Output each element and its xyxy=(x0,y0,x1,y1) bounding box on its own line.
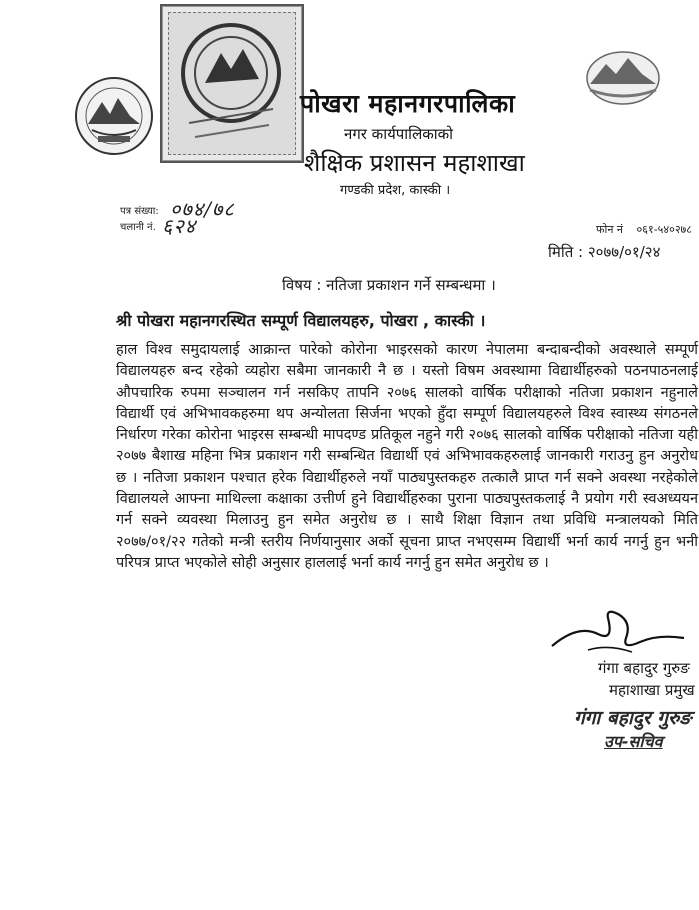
letter-addressee: श्री पोखरा महानगरस्थित सम्पूर्ण विद्यालयहरु, पोखरा , कास्की । xyxy=(116,311,486,330)
designation-stamp-text: उप-सचिव xyxy=(604,732,663,751)
handwritten-signature-image xyxy=(548,604,688,660)
phone-number: ०६१-५४०२७८ xyxy=(636,223,692,236)
letter-subject: विषय : नतिजा प्रकाशन गर्ने सम्बन्धमा । xyxy=(282,276,496,294)
department-name: शैक्षिक प्रशासन महाशाखा xyxy=(304,149,525,177)
phone-line xyxy=(596,222,692,237)
government-emblem-icon xyxy=(72,74,156,158)
phone-label: फोन नं xyxy=(596,223,624,236)
letter-date: मिति : २०७७/०१/२४ xyxy=(548,243,661,261)
patra-sankhya-label: पत्र संख्या: xyxy=(120,206,159,217)
patra-sankhya-value: ०७४/७८ xyxy=(170,197,235,221)
signatory-title: महाशाखा प्रमुख xyxy=(609,681,695,699)
chalani-value: ६२४ xyxy=(162,214,197,238)
municipality-logo-icon xyxy=(584,50,662,106)
name-stamp-text: गंगा बहादुर गुरुङ xyxy=(574,707,692,729)
letter-body: हाल विश्व समुदायलाई आक्रान्त पारेको कोरोना भाइरसको कारण नेपालमा बन्दाबन्दीको अवस्थाले सम्पूर्ण विद्यालयहरु बन्द रहेको व्यहोरा सबैमा जानकारी नै छ । यस्तो विषम अवस्थामा विद्यार्थीहरुको पठनपाठनलाई औपचारिक रुपमा सञ्चालन गर्न नसकिए तापनि २०७६ सालको वार्षिक परीक्षाको नतिजा प्रकाशन नहुनाले विद्यार्थी एवं अभिभावकहरुमा थप अन्योलता सिर्जना भएको हुँदा सम्पूर्ण विद्यालयहरुले विश्व स्वास्थ्य संगठनले निर्धारण गरेका कोरोना भाइरस सम्बन्धी मापदण्ड प्रतिकूल नहुने गरी २०७६ सालको वार्षिक परीक्षाको नतिजा यही २०७७ बैशाख महिना भित्र प्रकाशन गरी सम्बन्धित विद्यार्थी एवं अभिभावकहरुलाई जानकारी गराउनु हुन अनुरोध छ । नतिजा प्रकाशन पश्चात हरेक विद्यार्थीहरुले नयाँ पाठ्यपुस्तकहरु तत्कालै प्राप्त गर्न सक्ने अवस्था नरहेकोले विद्यालयले आफ्ना माथिल्ला कक्षाका उत्तीर्ण हुने विद्यार्थीहरुका पुराना पाठ्यपुस्तकलाई नै प्रयोग गरी स्वअध्ययन गर्न सक्ने व्यवस्था मिलाउनु हुन समेत अनुरोध छ । साथै शिक्षा विज्ञान तथा प्रविधि मन्त्रालयको मिति २०७७/०१/२२ गतेको मन्त्री स्तरीय निर्णयानुसार अर्को सूचना प्राप्त नभएसम्म विद्यार्थी भर्ना कार्य नगर्नु हुन भनी परिपत्र प्राप्त भएकोले सोही अनुसार हाललाई भर्ना कार्य नगर्नु हुन समेत अनुरोध छ । xyxy=(116,342,698,571)
chalani-label: चलानी नं. xyxy=(120,222,156,233)
organization-name: पोखरा महानगरपालिका xyxy=(300,89,516,118)
office-name: नगर कार्यपालिकाको xyxy=(344,125,454,143)
office-stamp-image xyxy=(160,4,304,163)
office-address: गण्डकी प्रदेश, कास्की । xyxy=(340,183,451,198)
signatory-name: गंगा बहादुर गुरुङ xyxy=(598,659,690,677)
